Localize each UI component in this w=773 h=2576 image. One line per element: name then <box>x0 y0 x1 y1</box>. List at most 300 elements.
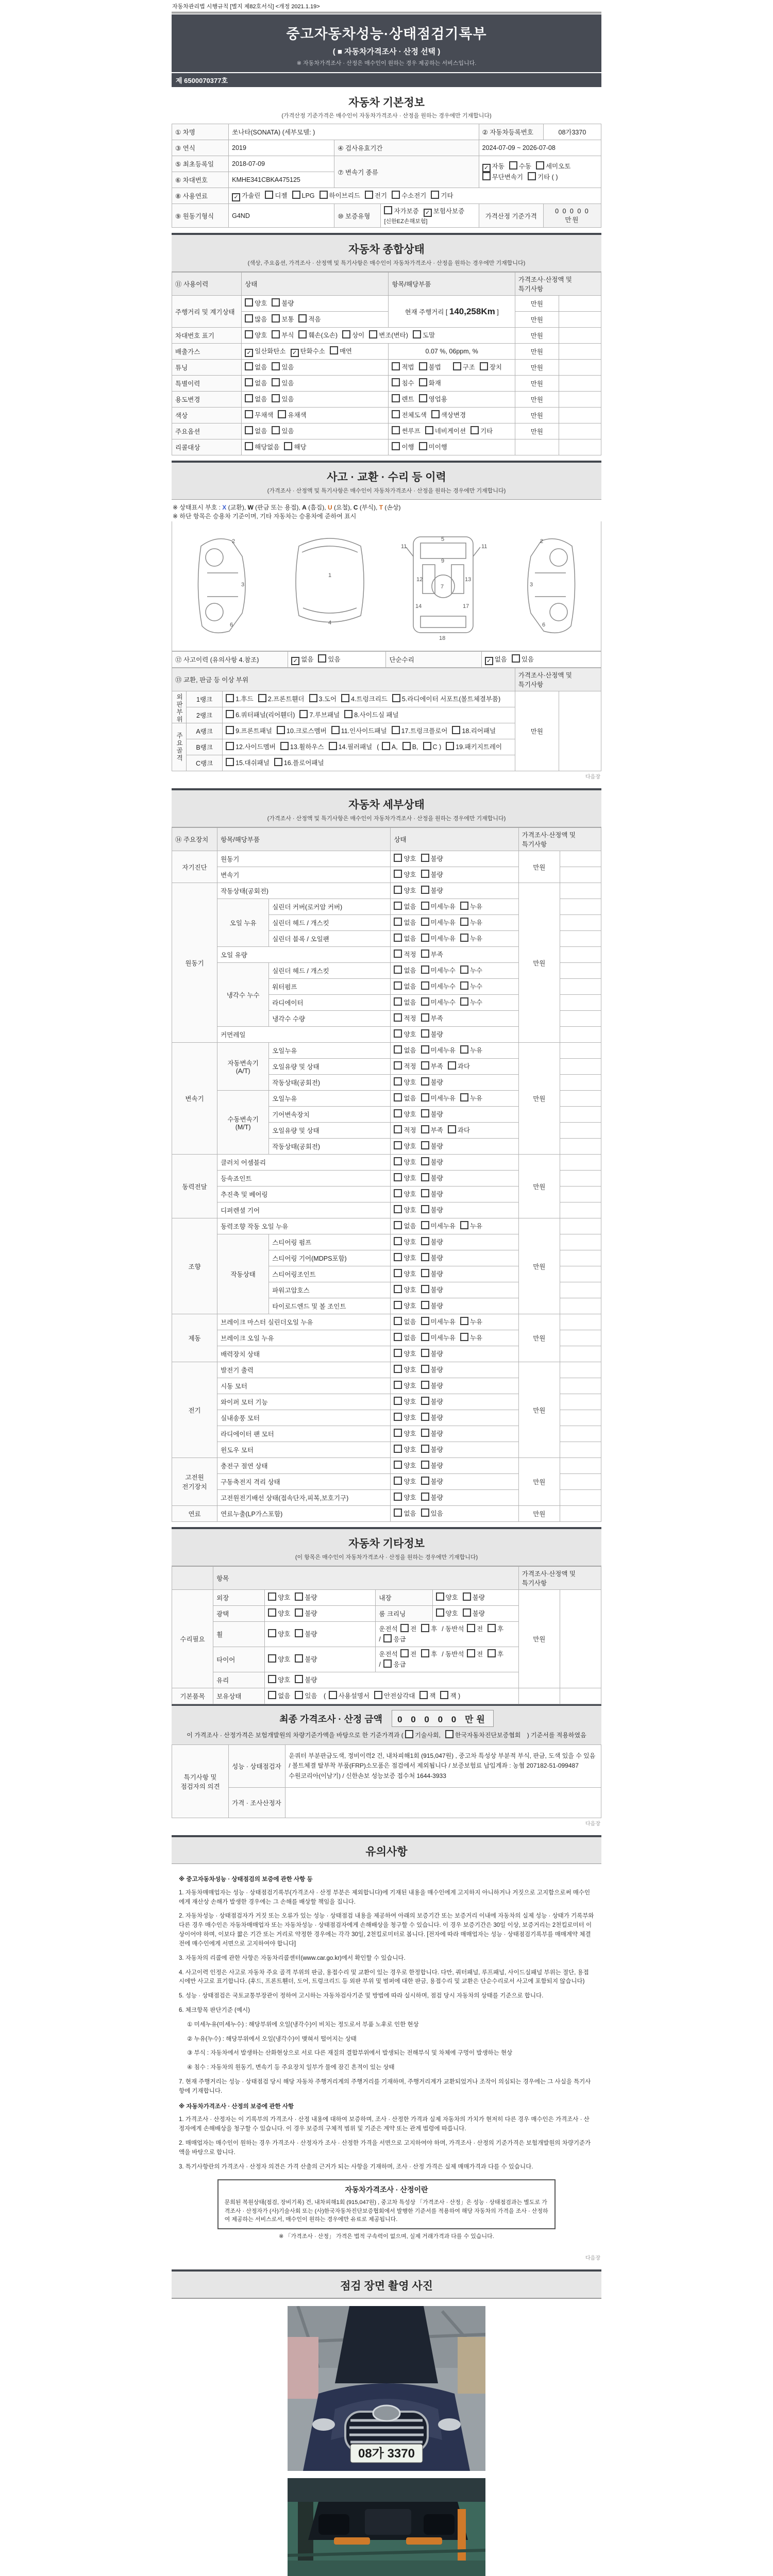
checkbox-option[interactable] <box>309 694 337 704</box>
checkbox-option[interactable] <box>272 330 294 341</box>
checkbox[interactable] <box>392 726 400 734</box>
checkbox-option[interactable] <box>394 1221 416 1231</box>
checkbox[interactable] <box>374 1691 382 1699</box>
checkbox[interactable] <box>392 191 400 199</box>
checkbox-option[interactable] <box>394 1349 416 1359</box>
checkbox[interactable] <box>421 997 429 1006</box>
state[interactable] <box>391 915 518 931</box>
checkbox-option[interactable] <box>421 1077 443 1088</box>
checkbox-option[interactable] <box>421 1237 443 1247</box>
checkbox[interactable] <box>421 1013 429 1022</box>
state[interactable] <box>391 1011 518 1027</box>
checkbox-option[interactable] <box>295 1592 317 1603</box>
checkbox-option[interactable] <box>421 1157 443 1167</box>
wheel-positions[interactable] <box>376 1622 518 1647</box>
checkbox-option[interactable] <box>284 442 306 452</box>
checkbox-option[interactable] <box>226 710 295 720</box>
checkbox[interactable] <box>413 330 421 338</box>
rankC-items[interactable] <box>223 755 515 771</box>
checkbox-option[interactable] <box>421 1109 443 1120</box>
checkbox[interactable] <box>272 426 280 434</box>
checkbox[interactable] <box>268 1675 276 1683</box>
state[interactable] <box>391 1362 518 1378</box>
checkbox-option[interactable] <box>232 191 260 201</box>
checkbox[interactable] <box>421 1141 429 1149</box>
checkbox[interactable] <box>421 886 429 894</box>
polish-state[interactable] <box>265 1606 376 1622</box>
checkbox[interactable] <box>488 1649 496 1657</box>
checkbox-option[interactable] <box>394 918 416 928</box>
checkbox[interactable] <box>460 997 468 1006</box>
checkbox-option[interactable] <box>419 442 447 452</box>
checkbox[interactable] <box>394 950 402 958</box>
state[interactable] <box>391 1346 518 1362</box>
simple-repair-state[interactable] <box>481 652 601 668</box>
checkbox[interactable] <box>344 710 352 718</box>
checkbox-option[interactable] <box>421 1317 456 1327</box>
checkbox-option[interactable] <box>394 1333 416 1343</box>
checkbox-option[interactable] <box>392 726 448 736</box>
checkbox-option[interactable] <box>470 426 493 436</box>
rank2-items[interactable] <box>223 707 515 723</box>
checkbox[interactable] <box>383 1659 392 1668</box>
state[interactable] <box>391 931 518 947</box>
special-state[interactable] <box>242 376 389 392</box>
checkbox[interactable] <box>421 1429 429 1437</box>
checkbox-option[interactable] <box>268 1629 290 1639</box>
checkbox[interactable] <box>245 442 253 450</box>
checkbox[interactable] <box>436 1608 444 1617</box>
checkbox[interactable] <box>405 1730 413 1738</box>
checkbox[interactable] <box>423 742 431 750</box>
checkbox-option[interactable] <box>384 206 418 216</box>
checkbox-option[interactable] <box>318 654 340 665</box>
checkbox-option[interactable] <box>394 1237 416 1247</box>
state[interactable] <box>391 1123 518 1139</box>
checkbox-option[interactable] <box>421 854 443 864</box>
checkbox[interactable] <box>394 1509 402 1517</box>
checkbox-option[interactable] <box>341 694 388 704</box>
checkbox-option[interactable] <box>329 742 373 752</box>
checkbox-option[interactable] <box>245 410 273 420</box>
checkbox[interactable] <box>394 1269 402 1277</box>
checkbox[interactable] <box>394 902 402 910</box>
checkbox[interactable] <box>421 1624 429 1632</box>
checkbox[interactable] <box>445 1730 453 1738</box>
checkbox-option[interactable] <box>245 442 279 452</box>
rank1-items[interactable] <box>223 691 515 707</box>
checkbox[interactable] <box>295 1654 303 1663</box>
state[interactable] <box>391 979 518 995</box>
checkbox-option[interactable] <box>442 1649 483 1659</box>
checkbox[interactable] <box>421 854 429 862</box>
checkbox-option[interactable] <box>268 1592 290 1603</box>
checkbox[interactable] <box>245 362 253 370</box>
checkbox-option[interactable] <box>421 1189 443 1199</box>
checkbox[interactable] <box>394 1221 402 1229</box>
checkbox-option[interactable] <box>394 1061 416 1072</box>
checkbox[interactable] <box>421 1077 429 1086</box>
state[interactable] <box>391 1442 518 1458</box>
checkbox[interactable] <box>421 1445 429 1453</box>
checkbox-option[interactable] <box>425 426 466 436</box>
checkbox[interactable] <box>392 394 400 402</box>
state[interactable] <box>391 1059 518 1075</box>
checkbox-option[interactable] <box>291 346 325 357</box>
checkbox[interactable] <box>448 1125 456 1133</box>
checkbox-option[interactable] <box>272 314 294 325</box>
checkbox[interactable] <box>295 1592 303 1601</box>
checkbox-option[interactable] <box>452 726 496 736</box>
checkbox-option[interactable] <box>394 1141 416 1151</box>
checkbox-option[interactable] <box>226 726 272 736</box>
checkbox-option[interactable] <box>421 1649 437 1659</box>
checkbox-option[interactable] <box>394 1013 416 1024</box>
checkbox[interactable] <box>394 1365 402 1373</box>
checked-checkbox[interactable]: ✓ <box>232 193 240 201</box>
checkbox[interactable] <box>421 1461 429 1469</box>
checkbox[interactable] <box>274 758 282 766</box>
checkbox[interactable] <box>431 410 440 418</box>
checkbox-option[interactable] <box>379 1659 406 1670</box>
checkbox[interactable] <box>509 161 517 170</box>
checkbox-option[interactable] <box>419 394 447 404</box>
checkbox-option[interactable] <box>421 1029 443 1040</box>
fuel-options[interactable] <box>229 188 601 204</box>
checkbox[interactable] <box>421 1109 429 1117</box>
checkbox[interactable] <box>460 1221 468 1229</box>
checkbox[interactable] <box>272 362 280 370</box>
checkbox[interactable] <box>292 191 300 199</box>
checkbox[interactable] <box>482 172 491 180</box>
checkbox-option[interactable] <box>245 362 267 372</box>
state[interactable] <box>391 1426 518 1442</box>
checkbox[interactable] <box>394 1125 402 1133</box>
checkbox-option[interactable] <box>365 191 387 201</box>
checkbox-option[interactable] <box>421 1221 456 1231</box>
checkbox[interactable] <box>421 965 429 974</box>
wheel-state[interactable] <box>265 1622 376 1647</box>
checkbox-option[interactable] <box>445 1730 521 1740</box>
checkbox[interactable] <box>245 298 253 307</box>
checkbox-option[interactable] <box>369 330 408 341</box>
checkbox[interactable] <box>245 378 253 386</box>
checkbox-option[interactable] <box>272 394 294 404</box>
checkbox[interactable] <box>341 694 349 702</box>
checkbox[interactable] <box>318 654 326 663</box>
checkbox-option[interactable] <box>402 742 418 752</box>
checkbox[interactable] <box>452 726 460 734</box>
checkbox[interactable] <box>421 1029 429 1038</box>
checkbox-option[interactable] <box>277 726 327 736</box>
checkbox-option[interactable] <box>394 981 416 992</box>
checkbox-option[interactable] <box>436 1592 458 1603</box>
checkbox-option[interactable] <box>295 1675 317 1685</box>
checkbox[interactable] <box>392 378 400 386</box>
checkbox-option[interactable] <box>421 1445 443 1455</box>
checkbox[interactable] <box>342 330 350 338</box>
checkbox-option[interactable] <box>295 1608 317 1619</box>
checkbox-option[interactable] <box>245 298 267 309</box>
checkbox-option[interactable] <box>421 1205 443 1215</box>
checkbox-option[interactable] <box>394 1285 416 1295</box>
checkbox-option[interactable] <box>268 1608 290 1619</box>
checkbox-option[interactable] <box>278 410 306 420</box>
checkbox[interactable] <box>226 710 234 718</box>
checkbox[interactable] <box>400 1649 409 1657</box>
checkbox-option[interactable] <box>405 1730 441 1740</box>
checkbox[interactable] <box>272 378 280 386</box>
checkbox[interactable] <box>394 870 402 878</box>
state[interactable] <box>391 1410 518 1426</box>
checkbox-option[interactable] <box>421 934 456 944</box>
checkbox-option[interactable] <box>394 1077 416 1088</box>
checkbox[interactable] <box>392 362 400 370</box>
checkbox[interactable] <box>421 918 429 926</box>
checkbox-option[interactable] <box>512 654 534 665</box>
checkbox-option[interactable] <box>394 886 416 896</box>
state[interactable] <box>391 1282 518 1298</box>
checkbox[interactable] <box>421 1157 429 1165</box>
checkbox-option[interactable] <box>446 742 502 752</box>
checkbox[interactable] <box>384 206 392 214</box>
checkbox[interactable] <box>394 1413 402 1421</box>
checkbox-option[interactable] <box>419 378 441 388</box>
checkbox[interactable] <box>329 742 337 750</box>
checkbox-option[interactable] <box>226 742 276 752</box>
checkbox[interactable] <box>419 1691 428 1699</box>
checkbox[interactable] <box>460 1045 468 1054</box>
checkbox-option[interactable] <box>421 1253 443 1263</box>
checkbox-option[interactable] <box>421 886 443 896</box>
checkbox-option[interactable] <box>421 1333 456 1343</box>
checkbox[interactable] <box>421 1285 429 1293</box>
state[interactable] <box>391 899 518 915</box>
checkbox-option[interactable] <box>392 362 414 372</box>
checkbox[interactable] <box>392 442 400 450</box>
checkbox[interactable] <box>436 1592 444 1601</box>
checkbox-option[interactable] <box>394 1413 416 1423</box>
checkbox[interactable] <box>392 694 400 702</box>
checkbox[interactable] <box>419 442 427 450</box>
checkbox[interactable] <box>421 1189 429 1197</box>
checkbox[interactable] <box>295 1675 303 1683</box>
checkbox[interactable] <box>394 1349 402 1357</box>
checkbox[interactable] <box>460 981 468 990</box>
checkbox-option[interactable] <box>274 758 324 768</box>
checkbox-option[interactable] <box>460 1045 482 1056</box>
checkbox[interactable] <box>309 694 317 702</box>
checkbox-option[interactable] <box>394 1045 416 1056</box>
transmission-options-row1[interactable] <box>482 161 598 172</box>
checkbox[interactable] <box>295 1608 303 1617</box>
checkbox-option[interactable] <box>421 1397 443 1407</box>
checkbox-option[interactable] <box>421 1125 443 1136</box>
accident-state[interactable] <box>288 652 386 668</box>
checkbox-option[interactable] <box>394 934 416 944</box>
checkbox-option[interactable] <box>268 1654 290 1665</box>
checkbox-option[interactable] <box>463 1592 485 1603</box>
checkbox-option[interactable] <box>421 1301 443 1311</box>
checkbox[interactable] <box>394 997 402 1006</box>
checked-checkbox[interactable]: ✓ <box>485 657 493 665</box>
checkbox-option[interactable] <box>448 1061 470 1072</box>
checkbox[interactable] <box>394 965 402 974</box>
checkbox-option[interactable] <box>342 330 364 341</box>
checkbox[interactable] <box>421 1381 429 1389</box>
checkbox-option[interactable] <box>394 1157 416 1167</box>
checkbox[interactable] <box>421 1061 429 1070</box>
emission-state[interactable] <box>242 344 389 360</box>
state[interactable] <box>391 947 518 963</box>
rankA-items[interactable] <box>223 723 515 739</box>
checkbox-option[interactable] <box>392 426 420 436</box>
state[interactable] <box>391 963 518 979</box>
state[interactable] <box>391 1234 518 1250</box>
checkbox[interactable] <box>421 1333 429 1341</box>
checkbox[interactable] <box>245 394 253 402</box>
checkbox[interactable] <box>460 1333 468 1341</box>
checkbox[interactable] <box>421 950 429 958</box>
checkbox-option[interactable] <box>460 997 482 1008</box>
checkbox-option[interactable] <box>460 1333 482 1343</box>
checkbox[interactable] <box>394 854 402 862</box>
interior-state[interactable] <box>432 1590 518 1606</box>
checkbox-option[interactable] <box>421 950 443 960</box>
state[interactable] <box>391 1107 518 1123</box>
checkbox[interactable] <box>394 1141 402 1149</box>
checkbox[interactable] <box>394 1397 402 1405</box>
checkbox-option[interactable] <box>394 1301 416 1311</box>
checkbox-option[interactable] <box>226 694 254 704</box>
checkbox-option[interactable] <box>394 1029 416 1040</box>
checkbox-option[interactable] <box>485 654 507 665</box>
checkbox[interactable] <box>467 1649 475 1657</box>
checkbox-option[interactable] <box>392 378 414 388</box>
checkbox[interactable] <box>421 1509 429 1517</box>
checkbox[interactable] <box>421 1397 429 1405</box>
checkbox[interactable] <box>421 1237 429 1245</box>
checkbox[interactable] <box>280 742 289 750</box>
checkbox[interactable] <box>272 330 280 338</box>
checkbox-option[interactable] <box>421 997 456 1008</box>
checkbox-option[interactable] <box>392 442 414 452</box>
checkbox-option[interactable] <box>421 981 456 992</box>
checkbox-option[interactable] <box>394 1109 416 1120</box>
checkbox[interactable] <box>394 1061 402 1070</box>
checkbox[interactable] <box>226 742 234 750</box>
checkbox[interactable] <box>460 1317 468 1325</box>
checkbox-option[interactable] <box>394 1317 416 1327</box>
checkbox-option[interactable] <box>460 918 482 928</box>
checkbox-option[interactable] <box>394 1445 416 1455</box>
checkbox[interactable] <box>425 426 433 434</box>
checkbox-option[interactable] <box>536 161 570 172</box>
option-state[interactable] <box>242 423 389 439</box>
checkbox[interactable] <box>421 902 429 910</box>
checkbox-option[interactable] <box>268 1675 290 1685</box>
checkbox[interactable] <box>460 965 468 974</box>
checkbox-option[interactable] <box>392 410 426 420</box>
checkbox[interactable] <box>446 742 454 750</box>
checkbox[interactable] <box>394 1381 402 1389</box>
checkbox[interactable] <box>365 191 373 199</box>
checkbox-option[interactable] <box>298 330 338 341</box>
checkbox-option[interactable] <box>394 1397 416 1407</box>
checkbox[interactable] <box>421 1045 429 1054</box>
checkbox-option[interactable] <box>419 1691 435 1701</box>
checkbox[interactable] <box>488 1624 496 1632</box>
checkbox[interactable] <box>453 362 461 370</box>
checkbox[interactable] <box>394 1333 402 1341</box>
checkbox[interactable] <box>394 1253 402 1261</box>
checkbox[interactable] <box>460 934 468 942</box>
checkbox-option[interactable] <box>292 191 315 201</box>
checkbox-option[interactable] <box>431 191 453 201</box>
checkbox[interactable] <box>298 314 307 323</box>
checkbox[interactable] <box>268 1654 276 1663</box>
checkbox[interactable] <box>394 1301 402 1309</box>
checkbox-option[interactable] <box>394 1381 416 1391</box>
checkbox-option[interactable] <box>482 161 505 172</box>
checkbox[interactable] <box>394 981 402 990</box>
state[interactable] <box>391 1458 518 1474</box>
checkbox-option[interactable] <box>298 314 321 325</box>
checkbox-option[interactable] <box>421 1624 437 1634</box>
checkbox[interactable] <box>421 1477 429 1485</box>
checkbox[interactable] <box>245 426 253 434</box>
checkbox[interactable] <box>392 410 400 418</box>
checkbox-option[interactable] <box>330 346 352 357</box>
checkbox-option[interactable] <box>374 1691 415 1701</box>
checkbox[interactable] <box>268 1592 276 1601</box>
checkbox-option[interactable] <box>482 172 523 182</box>
checkbox-option[interactable] <box>394 1269 416 1279</box>
checked-checkbox[interactable]: ✓ <box>291 349 299 357</box>
checkbox-option[interactable] <box>394 854 416 864</box>
checkbox[interactable] <box>421 1349 429 1357</box>
checkbox[interactable] <box>272 394 280 402</box>
state[interactable] <box>391 1202 518 1218</box>
checked-checkbox[interactable]: ✓ <box>245 349 253 357</box>
checkbox[interactable] <box>394 1429 402 1437</box>
state[interactable] <box>391 1171 518 1187</box>
mileage-state1[interactable] <box>242 296 389 312</box>
checkbox[interactable] <box>440 1691 448 1699</box>
checkbox-option[interactable] <box>394 1173 416 1183</box>
option-detail[interactable] <box>389 423 515 439</box>
checkbox-option[interactable] <box>344 710 398 720</box>
checkbox-option[interactable] <box>421 1045 456 1056</box>
checkbox-option[interactable] <box>413 330 435 341</box>
checkbox-option[interactable] <box>245 330 267 341</box>
checkbox-option[interactable] <box>488 1649 503 1659</box>
checkbox[interactable] <box>226 726 234 734</box>
tire-state[interactable] <box>265 1647 376 1672</box>
checkbox[interactable] <box>421 1125 429 1133</box>
checkbox-option[interactable] <box>431 410 466 420</box>
exterior-state[interactable] <box>265 1590 376 1606</box>
checkbox-option[interactable] <box>272 298 294 309</box>
rankB-items[interactable] <box>223 739 515 755</box>
checkbox[interactable] <box>528 172 536 180</box>
checkbox-option[interactable] <box>320 191 360 201</box>
checkbox-option[interactable] <box>460 1093 482 1104</box>
checkbox[interactable] <box>382 742 390 750</box>
state[interactable] <box>391 1043 518 1059</box>
checkbox[interactable] <box>463 1608 471 1617</box>
checkbox-option[interactable] <box>421 902 456 912</box>
